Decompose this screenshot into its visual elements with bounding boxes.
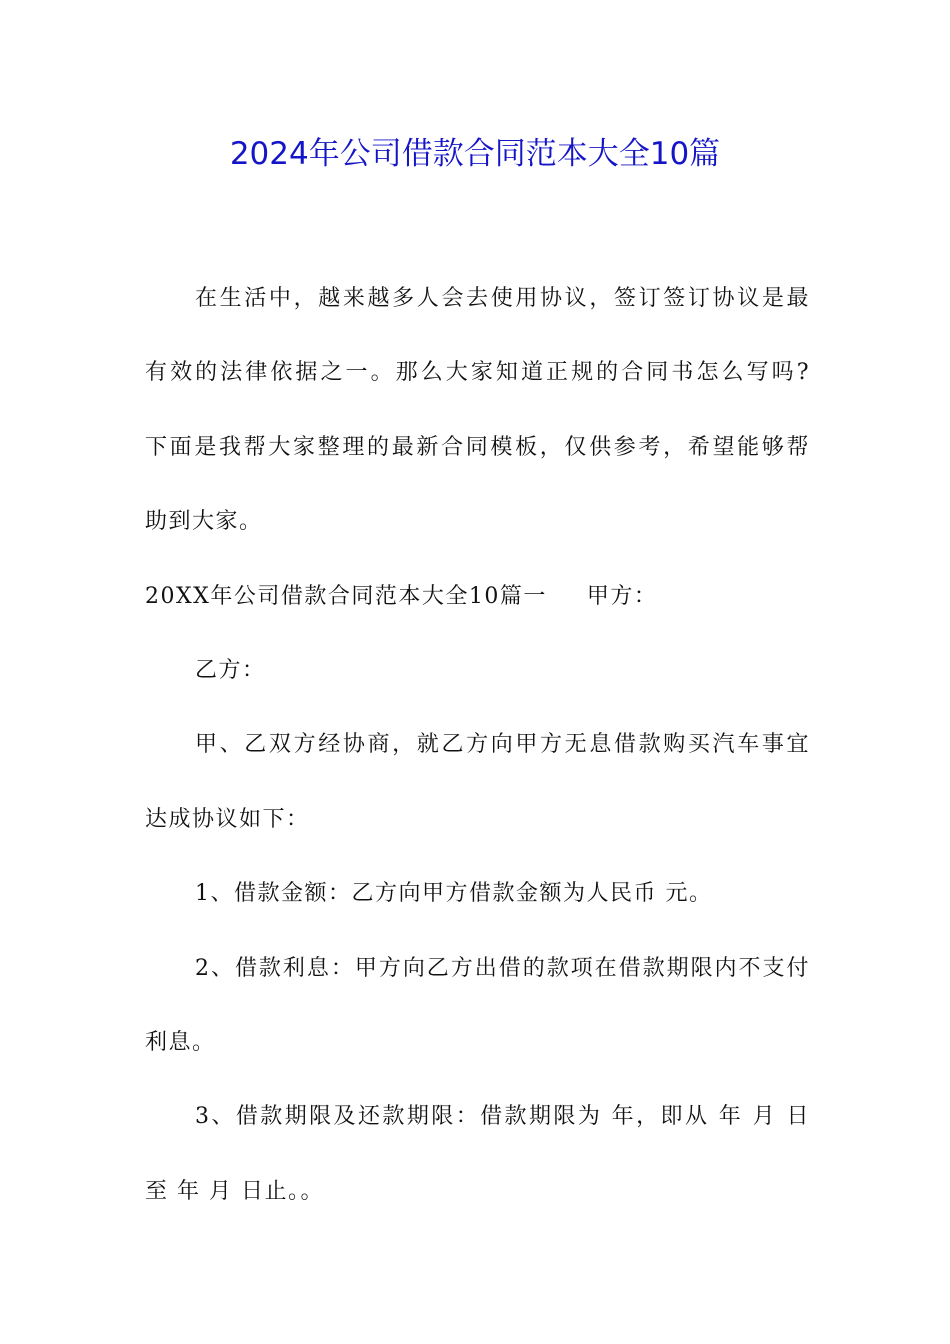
clause-line: 至 年 月 日止。。 <box>145 1178 324 1204</box>
clause-line: 利息。 <box>145 1029 216 1055</box>
section-heading-line <box>145 560 810 634</box>
paragraph-line: 有效的法律依据之一。那么大家知道正规的合同书怎么写吗? <box>145 360 810 386</box>
paragraph-line: 甲、乙双方经协商，就乙方向甲方无息借款购买汽车事宜 <box>195 732 810 758</box>
clause-line: 2、借款利息：甲方向乙方出借的款项在借款期限内不支付 <box>195 955 810 981</box>
section-heading: 20XX年公司借款合同范本大全10篇一 <box>145 583 547 609</box>
party-b-label: 乙方： <box>195 657 266 683</box>
clause-line: 1、借款金额：乙方向甲方借款金额为人民币 元。 <box>195 881 713 907</box>
paragraph-line: 达成协议如下： <box>145 806 310 832</box>
paragraph-line: 助到大家。 <box>145 509 263 535</box>
paragraph-line: 下面是我帮大家整理的最新合同模板，仅供参考，希望能够帮 <box>145 434 810 460</box>
document-title: 2024年公司借款合同范本大全10篇 <box>229 136 721 172</box>
party-a-label: 甲方： <box>586 583 658 609</box>
paragraph-line: 在生活中，越来越多人会去使用协议，签订签订协议是最 <box>195 286 810 311</box>
clause-line: 3、借款期限及还款期限：借款期限为 年，即从 年 月 日 <box>195 1104 810 1130</box>
document-body <box>145 262 810 1229</box>
